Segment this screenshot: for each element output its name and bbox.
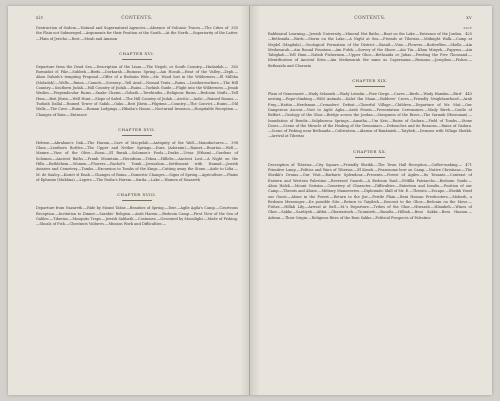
chapter-xix-text: Plain of Gennesaret.—Wady Selameh.—Wady Leimûn.—Fine Gorge.—Caves.—Birds.—Wady Hamâm.—Bird-nesting.—Rope-climbing.—Wild Animals.—Kalat Ibn Maan.—Robbers' Caves.—Friendly Neighbourhood.—Arab Fray.—Hattin.—Herdsman.—Crusaders' Defeat.—Cheerful Village.—Children.—Departure of Mr. Mat.—Our Dangerous Ascent.—Visit to Agile Agha.—Arab Feasts.—Presentation Ceremonies.—Wady Bireh.—Castle of Belfort.—Geology of the Ghor.—Bridge across the Jordan.—Steepness of the River.—The Yarmuk (Hieromax).—Inundation of Bendir.—Sulphurous Springs.—Amatha.—Um Keis.—Ruins of Gadara.—Field of Tombs.—Stone Doors.—Scene of the Miracle of the Healing of the Demoniacs.—Debouches and its Reasons.—Ruins of Gadara.—Scene of Fishing near Bethsaida.—Cultivation.—Alarms of Banâmieh.—Taiybeh.—Demons with Village Sheikh.—Arrival at Tiberias bbox=[268, 92, 472, 139]
chapter-xix-heading: CHAPTER XIX. bbox=[352, 78, 388, 84]
page-column-label: PAGE bbox=[463, 27, 472, 30]
chapter-divider bbox=[355, 86, 385, 87]
chapter-xix-summary bbox=[268, 92, 472, 140]
chapter-divider bbox=[122, 59, 152, 60]
chapter-xx-summary bbox=[268, 163, 472, 221]
left-running-head bbox=[36, 16, 238, 26]
chapter-xviii-summary bbox=[36, 206, 238, 227]
chapter-xvii-text: Hebron.—Abraham's Oak.—The Haram.—Cave of Macpelah.—Antiquity of the Wall.—Manufactures.—Glass.—Leathern Bottles.—The Upper and Nether Springs.—Dura (Adoraim).—Ramet.—Bourtas.—Well.—Mamre.—Vine of the Olive.—Rossi.—El Burak.—Solomon's Pools.—Drake.—Urtas (Etham).—Gardens of Solomon.—Ancient Baths.—Frank Mountain.—Herodium.—Tekoa.—Hillebs.—Ancient Lost.—A Night on the Hills.—Bethlehem.—Women.—Flowers.—Rachel's Tomb.—Jerusalem.—Settlement with Hamad.—Jewish Aviaries and Cemetery.—Tombs.—Excursion to Tombs of the Kings.—Cutting away the Stone.—Aisle to Lifta.—M. de Saulcy.—Kuriet el Enab.—Changes of Ruins.—Domestic Changes.—Signs of Spring.—Agriculture.—Plains of Ephraim (Mukhna).—Lepers.—The Pasha's Harem.—Sarda.—Lake.—Women of Nazareth bbox=[36, 140, 238, 182]
left-page bbox=[8, 6, 250, 395]
chapter-xvi-heading: CHAPTER XVI. bbox=[119, 50, 155, 56]
left-opening-page-ref: 355 bbox=[231, 26, 238, 30]
right-running-title: CONTENTS. bbox=[354, 16, 386, 21]
right-running-head bbox=[268, 16, 472, 26]
left-page-number: xiv bbox=[36, 16, 44, 21]
chapter-xvii-heading: CHAPTER XVII. bbox=[118, 126, 156, 132]
chapter-divider bbox=[355, 157, 385, 158]
right-page bbox=[250, 6, 492, 395]
chapter-xvi-summary bbox=[36, 65, 238, 118]
chapter-xx-text: Description of Tiberias.—City Square.—Friendly Sheikh.—The Town Hall Reception.—Coffee-making.—Primitive Lamp.—Politics and Wars of Tiberias.—El Kuseh.—Fearnsome bow on Camp.—Native Christians.—The Sheikh's Drums.—Our Visit.—Barbaric Splendour.—Presents.—Forest of Agiles.—Its Tenants.—Contrast of Eastern and Western Palestine.—Reversed Guards.—A Bedouin Raid.—Felfilla Patriarchs.—Bedouin Guide.—Abou Haleh.—Mount Gerizim.—Cemetery of Character.—Difficulties.—Extortion and Insults.—Position of our Camp.—Threats and Abuse.—Military Manoeuvres.—Diplomatic Skill of Mr. E.—Threats.—Escape.—Sheikh Yusef our Guest.—Alone in the Forest.—Return to the Jisr.—Fertile Plain.—Beni Hassan Freebooters.—Mohesh, a Bedouin Messenger.—Its possible Site.—Return to Taiyibeh.—Descent to the Ghor.—Bedouin on the Move.—Fishes.—Hillah Lily.—Arrival at Sufl.—M.'s Departure.—Tribes of the Ghor.—Hiwarah.—Hlaiabeh.—Wines of Ghor.—Sakkr.—Sardiyeh.—Afifat.—Ghawarineh.—Ta'amireh.—Basalts.—Hilbah.—Beni Sakkr.—Beni Hassan.—Adwan.—Their Origin.—Religious Rites of the Beni Sakkr.—Political Prospects of Palestine bbox=[268, 162, 472, 220]
right-opening-paragraph bbox=[268, 32, 472, 69]
chapter-xx-page-ref: 471 bbox=[465, 162, 472, 167]
chapter-xvi-page-ref: 383 bbox=[231, 64, 238, 69]
chapter-xix-page-ref: 443 bbox=[465, 92, 472, 97]
left-opening-paragraph bbox=[36, 26, 238, 42]
right-page-content bbox=[268, 16, 472, 221]
chapter-xviii-heading: CHAPTER XVIII. bbox=[117, 192, 157, 198]
chapter-xvi-text: Departure from the Dead Sea.—Description of the Lisan.—The Negeb, or South Country.—Hudaidah.—Ruwaidat el Fikr.—Subbeh.—Birds.—Dorkarah.—Ruinous Spring.—Ain Hosub.—Heat of the Valley.—Zeph.—Abou Dahish's tempting Proposal.—Offer of a Bedouin Wife.—Mr. Wood lost in the Wilderness.—El Milhha (Moladah).—Wells.—Ruins.—Camels.—Scenery.—Tell Arad.—Nomad Tents.—Ruins.—Leatherworkers.—The Hill Country.—Southern Judah.—Hill Country of Judah.—Ruins.—Turkish Guide.—Flight into the Wilderness.—Jenab Wadies.—Perpendicular Ruins.—Snake Charm.—Goliath.—Terebinths.—Religious Ruins.—Bedouin Mufti.—Tell Hum.—Beit Jibrin.—Well Hunt.—Slope of Safed.—The Hill Country of Judah.—Arcitic.—Indic.—Ruined Rooms.—Turkish Dallal.—Ruined Tower of Safah.—Oaks.—Beit Jibrin.—Pilgrims.—Country.—The Convict.—Ruins.—Old Walls.—The Cave.—Ruins.—Roman Lodgings.—Hibaba's House.—Nocturnal Invasion.—Hospitable Reception.—Changes of Ruin.—Entrance bbox=[36, 64, 238, 117]
right-page-number: xv bbox=[466, 16, 472, 21]
left-opening-text: Destruction of Sodom.—Natural and Supernatural Agencies.—Absence of Volcanic Traces.—The Cities of the Plain not Submerged.—Arguments for their Position at the South.—At the North.—Superiority of the Latter.—Plain of Jericho.—Rest.—Moab and Ammon bbox=[36, 26, 238, 41]
chapter-divider bbox=[122, 135, 152, 136]
left-page-content bbox=[36, 16, 238, 227]
right-opening-page-ref: 425 bbox=[465, 32, 472, 36]
chapter-divider bbox=[122, 200, 152, 201]
chapter-xvii-summary bbox=[36, 141, 238, 183]
chapter-xvii-page-ref: 398 bbox=[231, 140, 238, 145]
chapter-xx-heading: CHAPTER XX. bbox=[353, 148, 387, 154]
right-opening-text: Rabbinical Learning.—Jewish University.—Mineral Hot Baths.—Boat on the Lake.—Entrance of the Jordan.—Bethsaida.—Birds.—Storm on the Lake.—A Night at Sea.—Friends at Tiberias.—Midnight Walk.—Camp at Mejdel (Magdala).—Geological Formation of the District.—Basalt.—Vine.—Flowers.—Butterflies.—Shells.—Ain Medawarah.—Ain Round Fountain.—Ain Fuleh.—Survey of the Shore.—Ain Tin.—Khan Minyeh.—Papyrus.—Ain Tabighah.—Tell Hum.—Nabob Fishermen.—Upper Ghor.—Bethsaida or Julias.—Feeding the Five Thousand.—Identification of Ancient Sites.—Ain Medawarah the same as Capernaum.—Reasons.—Josephus.—Fishes.—Bethsaida and Chorazin bbox=[268, 32, 472, 68]
left-running-title: CONTENTS. bbox=[121, 16, 153, 21]
chapter-xviii-text: Departure from Nazareth.—Ride by Mount Tabor.—Beauties of Spring.—Deir.—Agile Agila's Camp.—Courteous Reception.—Invitation to Dinner.—Sarabis' Religion.—Arab Harem.—Bedouin Camp.—First View of the Sea of Galilee.—Tiberias.—Mosquito Traps.—Jewish Sabbath.—Costumes.—Governed by Moonlight.—Mode of Fishing.—Shoals of Fish.—Chestnuts Vultures.—Mission Work and Difficulties.— bbox=[36, 206, 238, 227]
book-spread bbox=[8, 6, 492, 395]
